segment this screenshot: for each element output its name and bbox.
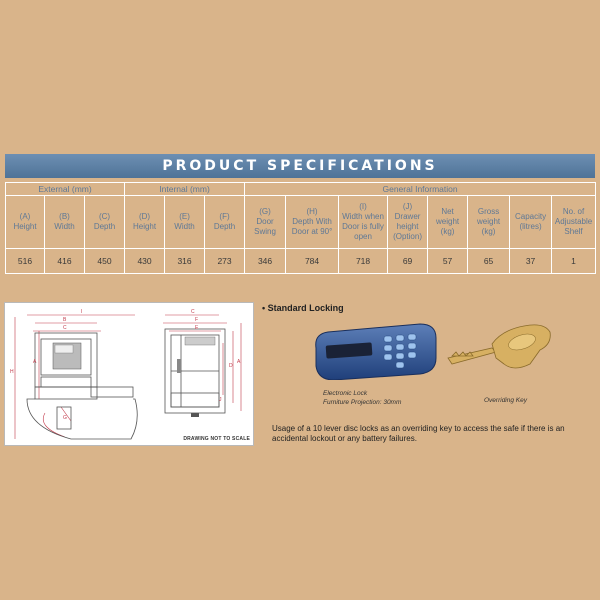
svg-text:C: C: [63, 325, 67, 331]
technical-drawing: [4, 302, 254, 446]
column-letter: (I): [359, 202, 367, 211]
column-header: [552, 196, 596, 249]
column-label: Width when Door is fully open: [342, 212, 384, 241]
column-label: Capacity (litres): [514, 212, 547, 231]
column-label: Height: [132, 222, 157, 231]
column-header: [339, 196, 388, 249]
column-letter: (E): [179, 212, 190, 221]
group-external: External (mm): [6, 183, 125, 196]
spec-value: 273: [205, 249, 245, 274]
column-letter: (A): [19, 212, 31, 221]
column-header: [165, 196, 205, 249]
svg-text:B: B: [63, 317, 67, 323]
column-header: [286, 196, 339, 249]
specifications-table: [5, 182, 596, 274]
column-header: [205, 196, 245, 249]
column-label: No. of Adjustable Shelf: [554, 207, 593, 236]
column-header: [468, 196, 510, 249]
safe-dimension-drawing: [5, 303, 253, 445]
electronic-lock-caption-line2: Furniture Projection: 30mm: [323, 399, 402, 406]
column-letter: (J): [402, 202, 413, 211]
overriding-key-image: [444, 318, 554, 376]
title-text: PRODUCT SPECIFICATIONS: [162, 158, 438, 174]
svg-text:F: F: [195, 317, 199, 323]
bullet-icon: •: [262, 303, 266, 313]
svg-text:C: C: [191, 309, 195, 315]
column-header: [45, 196, 85, 249]
svg-text:E: E: [195, 325, 199, 331]
column-letter: (B): [59, 212, 70, 221]
electronic-lock-image: [312, 322, 440, 380]
column-letter: (C): [98, 212, 111, 221]
column-label: Gross weight (kg): [476, 207, 501, 236]
column-label: Depth: [93, 222, 116, 231]
spec-value: 784: [286, 249, 339, 274]
svg-text:I: I: [81, 309, 83, 315]
spec-value: 1: [552, 249, 596, 274]
svg-text:A: A: [33, 359, 37, 365]
group-internal: Internal (mm): [125, 183, 245, 196]
column-label: Depth: [213, 222, 236, 231]
standard-locking-text: Standard Locking: [267, 303, 344, 313]
overriding-key-caption: Overriding Key: [484, 397, 527, 404]
column-header: [125, 196, 165, 249]
column-label: Door Swing: [254, 217, 276, 236]
spec-value: 316: [165, 249, 205, 274]
svg-text:G: G: [63, 415, 67, 421]
column-label: Drawer height (Option): [393, 212, 422, 241]
electronic-lock-caption-line1: Electronic Lock: [323, 390, 368, 397]
spec-value: 516: [6, 249, 45, 274]
column-letter: (G): [259, 207, 271, 216]
group-general: General Information: [245, 183, 596, 196]
product-specifications-title: [5, 154, 595, 178]
column-label: Depth With Door at 90°: [291, 217, 333, 236]
column-letter: (D): [138, 212, 151, 221]
column-header: [388, 196, 428, 249]
spec-value: 718: [339, 249, 388, 274]
spec-value: 69: [388, 249, 428, 274]
svg-text:H: H: [10, 369, 14, 375]
column-label: Net weight (kg): [435, 207, 460, 236]
drawing-not-to-scale-note: DRAWING NOT TO SCALE: [183, 436, 250, 442]
column-label: Height: [13, 222, 37, 231]
locking-description: Usage of a 10 lever disc locks as an overriding key to access the safe if there is an accidental lockout or any battery failures.: [272, 424, 565, 443]
spec-value: 57: [428, 249, 468, 274]
column-letter: (F): [219, 212, 230, 221]
electronic-lock-caption: [323, 389, 401, 407]
column-header: [428, 196, 468, 249]
column-label: Width: [174, 222, 195, 231]
column-header: [6, 196, 45, 249]
column-header: [245, 196, 286, 249]
spec-value: 430: [125, 249, 165, 274]
svg-text:J: J: [219, 397, 222, 403]
column-header: [85, 196, 125, 249]
svg-text:D: D: [229, 363, 233, 369]
svg-text:A: A: [237, 359, 241, 365]
spec-value: 450: [85, 249, 125, 274]
spec-value: 65: [468, 249, 510, 274]
column-header: [510, 196, 552, 249]
standard-locking-heading: [262, 303, 344, 313]
column-letter: (H): [306, 207, 318, 216]
column-label: Width: [54, 222, 75, 231]
spec-value: 346: [245, 249, 286, 274]
spec-value: 416: [45, 249, 85, 274]
spec-value: 37: [510, 249, 552, 274]
